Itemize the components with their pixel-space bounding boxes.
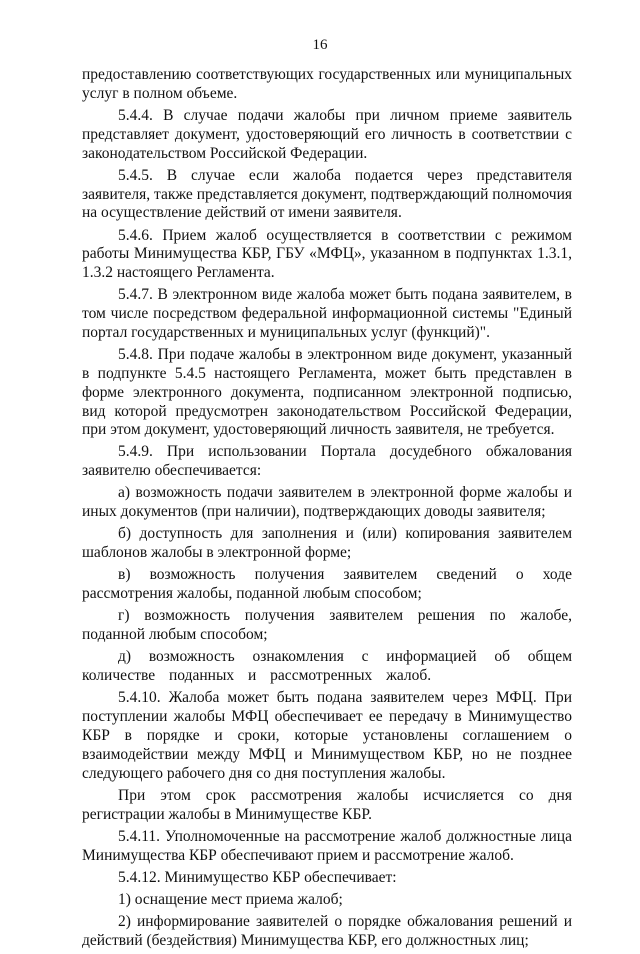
paragraph-5-4-12: 5.4.12. Минимущество КБР обеспечивает: (118, 868, 397, 886)
paragraph-5-4-6: 5.4.6. Прием жалоб осуществляется в соответствии с режимом работы Минимущества КБР, ГБУ «МФЦ», указанном в подпунктах 1.3.1, 1.3.2 настоящего Регламента. (82, 226, 572, 282)
list-item-v: в) возможность получения заявителем сведений о ходе рассмотрения жалобы, поданной любым способом; (82, 566, 572, 603)
document-body (82, 66, 572, 954)
list-item-d: д) возможность ознакомления с информацией об общем количестве поданных и рассмотренных жалоб. (82, 648, 572, 685)
list-item-a: а) возможность подачи заявителем в электронной форме жалобы и иных документов (при наличии), подтверждающих доводы заявителя; (82, 484, 572, 521)
paragraph-5-4-11: 5.4.11. Уполномоченные на рассмотрение жалоб должностные лица Минимущества КБР обеспечивают прием и рассмотрение жалоб. (82, 827, 572, 864)
list-item-b: б) доступность для заполнения и (или) копирования заявителем шаблонов жалобы в электронной форме; (82, 525, 572, 562)
paragraph-5-4-8: 5.4.8. При подаче жалобы в электронном виде документ, указанный в подпункте 5.4.5 настоящего Регламента, может быть представлен в форме электронного документа, подписанном электронной подписью, вид которой предусмотрен законодательством Российской Федерации, при этом документ, удостоверяющий личность заявителя, не требуется. (82, 346, 572, 439)
paragraph-5-4-10: 5.4.10. Жалоба может быть подана заявителем через МФЦ. При поступлении жалобы МФЦ обеспечивает ее передачу в Минимущество КБР в порядке и сроки, которые установлены соглашением о взаимодействии между МФЦ и Минимуществом КБР, но не позднее следующего рабочего дня со дня поступления жалобы. (82, 689, 572, 782)
paragraph-continuation: предоставлению соответствующих государственных или муниципальных услуг в полном объеме. (82, 66, 572, 102)
list-item-2: 2) информирование заявителей о порядке обжалования решений и действий (бездействия) Минимущества КБР, его должностных лиц; (82, 913, 572, 949)
list-item-g: г) возможность получения заявителем решения по жалобе, поданной любым способом; (82, 607, 572, 644)
paragraph-5-4-5: 5.4.5. В случае если жалоба подается через представителя заявителя, также представляется документ, подтверждающий полномочия на осуществление действий от имени заявителя. (82, 166, 572, 222)
paragraph-5-4-7: 5.4.7. В электронном виде жалоба может быть подана заявителем, в том числе посредством федеральной информационной системы "Единый портал государственных и муниципальных услуг (функций)". (82, 286, 572, 341)
paragraph-registration-note: При этом срок рассмотрения жалобы исчисляется со дня регистрации жалобы в Минимуществе КБР. (82, 786, 572, 823)
page-number: 16 (312, 37, 328, 53)
paragraph-5-4-9: 5.4.9. При использовании Портала досудебного обжалования заявителю обеспечивается: (82, 443, 572, 480)
paragraph-5-4-4: 5.4.4. В случае подачи жалобы при личном приеме заявитель представляет документ, удостоверяющий его личность в соответствии с законодательством Российской Федерации. (82, 106, 572, 162)
list-item-1: 1) оснащение мест приема жалоб; (118, 890, 343, 908)
